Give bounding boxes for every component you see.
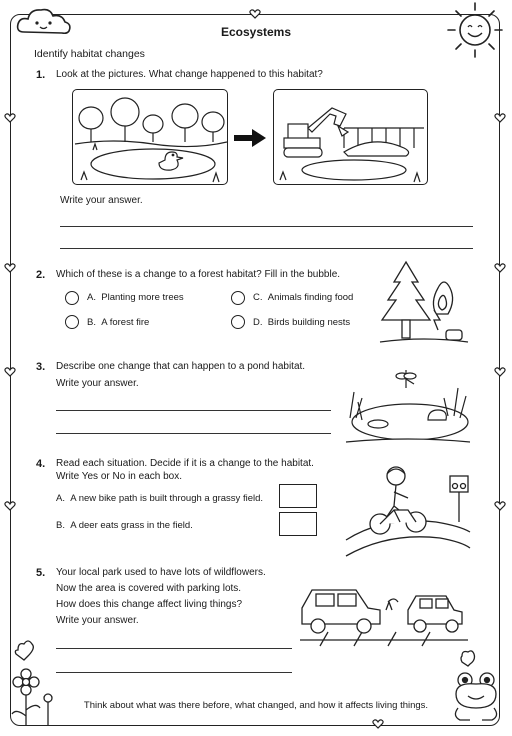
heart-icon [494,112,506,124]
question-1-prompt: Write your answer. [60,195,143,206]
option-a: A. Planting more trees [87,292,184,303]
heart-icon [372,718,384,730]
heart-icon [4,112,16,124]
parking-lot-illustration [298,570,470,648]
answer-bubble-a[interactable] [65,291,79,305]
question-3-text: Describe one change that can happen to a pond habitat. [56,361,306,372]
answer-bubble-c[interactable] [231,291,245,305]
question-5-line-3: How does this change affect living things? [56,599,243,610]
before-habitat-picture [72,89,228,185]
situation-a: A. A new bike path is built through a grassy field. [56,493,264,504]
question-3-number: 3. [36,361,46,373]
option-b: B. A forest fire [87,317,150,328]
answer-line[interactable] [56,648,292,649]
question-4-text-line1: Read each situation. Decide if it is a change to the habitat. [56,458,314,469]
answer-box-a[interactable] [279,484,317,508]
heart-icon [4,262,16,274]
option-d: D. Birds building nests [253,317,351,328]
forest-fire-illustration [378,258,470,348]
question-5-number: 5. [36,567,46,579]
heart-icon [494,500,506,512]
question-2-number: 2. [36,269,46,281]
situation-b: B. A deer eats grass in the field. [56,520,193,531]
question-3-prompt: Write your answer. [56,378,139,389]
bike-path-illustration [344,462,472,558]
heart-icon [249,8,261,20]
option-c: C. Animals finding food [253,292,354,303]
question-2-text: Which of these is a change to a forest habitat? Fill in the bubble. [56,269,341,280]
arrow-right-icon [232,128,268,148]
page-subtitle: Identify habitat changes [34,48,145,60]
footer-tip: Think about what was there before, what changed, and how it affects living things. [83,700,429,711]
question-5-line-2: Now the area is covered with parking lots. [56,583,242,594]
answer-bubble-b[interactable] [65,315,79,329]
excavator-scene-illustration [274,90,428,185]
answer-box-b[interactable] [279,512,317,536]
heart-icon [4,366,16,378]
answer-line[interactable] [56,410,331,411]
question-1-text: Look at the pictures. What change happened to this habitat? [56,69,323,80]
question-4-text-line2: Write Yes or No in each box. [56,471,182,482]
answer-line[interactable] [60,226,473,227]
question-5-prompt: Write your answer. [56,615,139,626]
heart-icon [4,500,16,512]
pond-habitat-illustration [344,362,472,448]
question-4-number: 4. [36,458,46,470]
after-habitat-picture [273,89,428,185]
answer-line[interactable] [56,672,292,673]
pond-scene-illustration [73,90,228,185]
question-1-number: 1. [36,69,46,81]
page-title: Ecosystems [220,25,292,39]
answer-line[interactable] [60,248,473,249]
question-5-line-1: Your local park used to have lots of wildflowers. [56,567,266,578]
frog-illustration [448,650,504,726]
heart-icon [494,262,506,274]
heart-icon [494,366,506,378]
answer-line[interactable] [56,433,331,434]
answer-bubble-d[interactable] [231,315,245,329]
flowers-illustration [6,636,62,728]
